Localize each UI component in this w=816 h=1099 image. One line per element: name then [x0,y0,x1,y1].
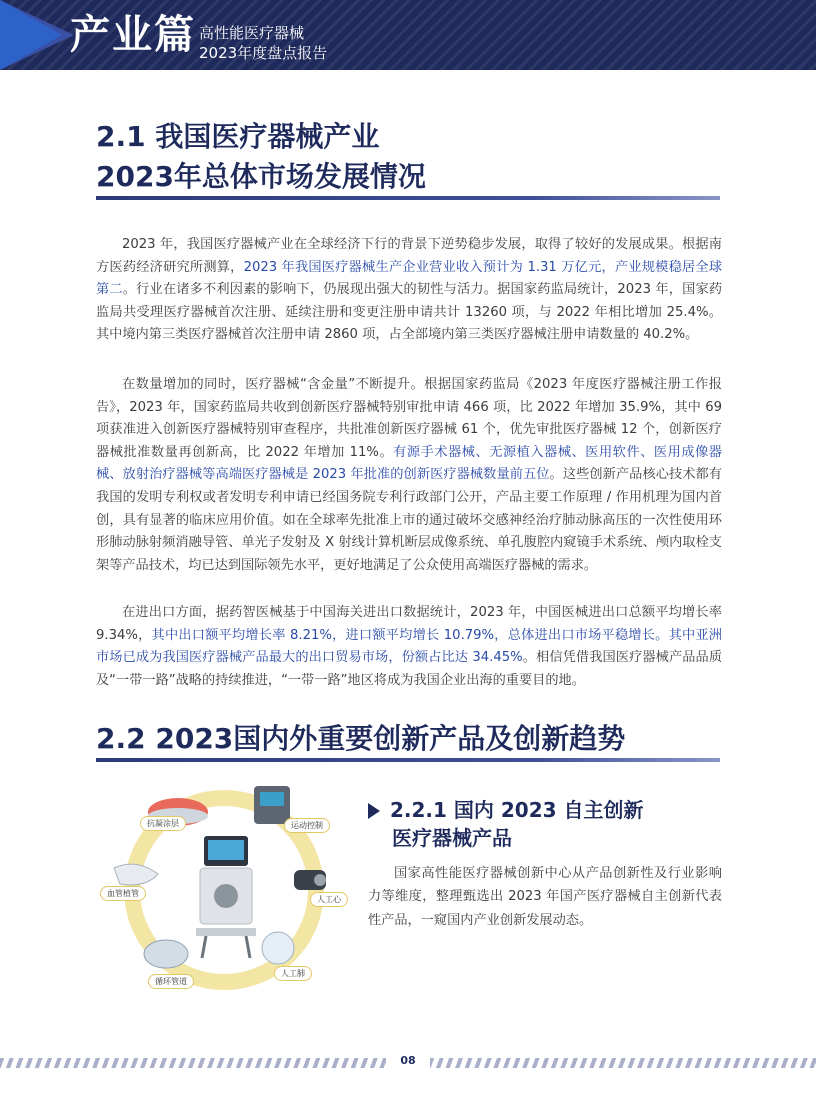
section-heading-2-1-line2: 2023年总体市场发展情况 [96,160,426,193]
banner-arrow-icon [0,0,62,70]
label-artificial-heart: 人工心 [310,892,348,907]
circulation-tubing-icon [144,940,188,968]
report-title-line1: 高性能医疗器械 [199,24,305,42]
section-heading-2-1-line1: 2.1 我国医疗器械产业 [96,120,380,153]
text-run: 在数量增加的同时，医疗器械“含金量”不断提升。根据国家药监局《2023 年度医疗器械注册工作报告》，2023 年，国家药监局共收到创新医疗器械特别审批申请 466 项，比 2022 年增加 35.9%，其中 69 项获准进入创新医疗器械特别审查程序，共批准创新医疗器械 61 个，优先审批医疗器械 12 个，创新医疗器械批准数量再创新高，比 2022 年增加 11%。 [96,377,722,460]
highlight-text: 其中出口额平均增长率 8.21%，进口额平均增长 10.79%，总体进出口市场平稳增长。其中亚洲市场已成为我国医疗器械产品最大的出口贸易市场，份额占比达 34.45% [96,627,722,666]
device-illustration [96,778,356,1008]
label-vascular: 血管植管 [100,886,146,901]
body-paragraph-2 [96,374,722,577]
body-paragraph-1 [96,234,722,347]
section-heading-2-2: 2.2 2023国内外重要创新产品及创新趋势 [96,722,626,755]
report-title-line2: 2023年度盘点报告 [199,44,328,62]
vascular-tube-icon [114,864,158,885]
text-run: 。这些创新产品核心技术都有我国的发明专利权或者发明专利申请已经国务院专利行政部门公开，产品主要工作原理 / 作用机理为国内首创，具有显著的临床应用价值。如在全球率先批准上市的通过破坏交感神经治疗肺动脉高压的一次性使用环形肺动脉射频消融导管、单光子发射及 X 射线计算机断层成像系统、单孔腹腔内窥镜手术系统、颅内取栓支架等产品技术，均已达到国际领先水平，更好地满足了公众使用高端医疗器械的需求。 [96,467,722,573]
heading-underline [96,196,720,200]
text-run: 。相信凭借我国医疗器械产品品质及“一带一路”战略的持续推进，“一带一路”地区将成为我国企业出海的重要目的地。 [96,650,723,688]
label-circulation: 循环管道 [148,974,194,989]
label-motion-control: 运动控制 [284,818,330,833]
highlight-text: 有源手术器械、无源植入器械、医用软件、医用成像器械、放射治疗器械等高端医疗器械是 2023 年批准的创新医疗器械数量前五位 [96,444,722,483]
highlight-text: 2023 年我国医疗器械生产企业营业收入预计为 1.31 万亿元，产业规模稳居全球第二 [96,259,723,298]
text-run: 在进出口方面，据药智医械基于中国海关进出口数据统计，2023 年，中国医械进出口总额平均增长率 9.34%， [96,605,722,643]
page-number: 08 [400,1054,416,1067]
heading-underline [96,758,720,762]
footer-stripes-left [0,1058,386,1068]
subsection-heading [368,796,728,852]
subsection-heading-line1: 2.2.1 国内 2023 自主创新 [390,798,644,822]
section-label: 产业篇 [70,12,196,58]
body-paragraph-3 [96,602,722,692]
label-anticoag: 抗凝涂层 [140,816,186,831]
header-banner [0,0,816,70]
text-run: 。行业在诸多不利因素的影响下，仍展现出强大的韧性与活力。据国家药监局统计，2023 年，国家药监局共受理医疗器械首次注册、延续注册和变更注册申请共计 13260 项，与 2022 年相比增加 25.4%。其中境内第三类医疗器械首次注册申请 2860 项，占全部境内第三类医疗器械注册申请数量的 40.2%。 [96,282,723,343]
text-run: 2023 年，我国医疗器械产业在全球经济下行的背景下逆势稳步发展，取得了较好的发展成果。根据南方医药经济研究所测算， [96,237,722,275]
subsection-paragraph: 国家高性能医疗器械创新中心从产品创新性及行业影响力等维度，整理甄选出 2023 年国产医疗器械自主创新代表性产品，一窥国内产业创新发展动态。 [368,866,722,928]
label-artificial-lung: 人工肺 [274,966,312,981]
footer-stripes-right [430,1058,816,1068]
subsection-heading-line2: 医疗器械产品 [392,826,512,850]
triangle-bullet-icon [368,803,380,819]
artificial-lung-icon [262,932,294,964]
